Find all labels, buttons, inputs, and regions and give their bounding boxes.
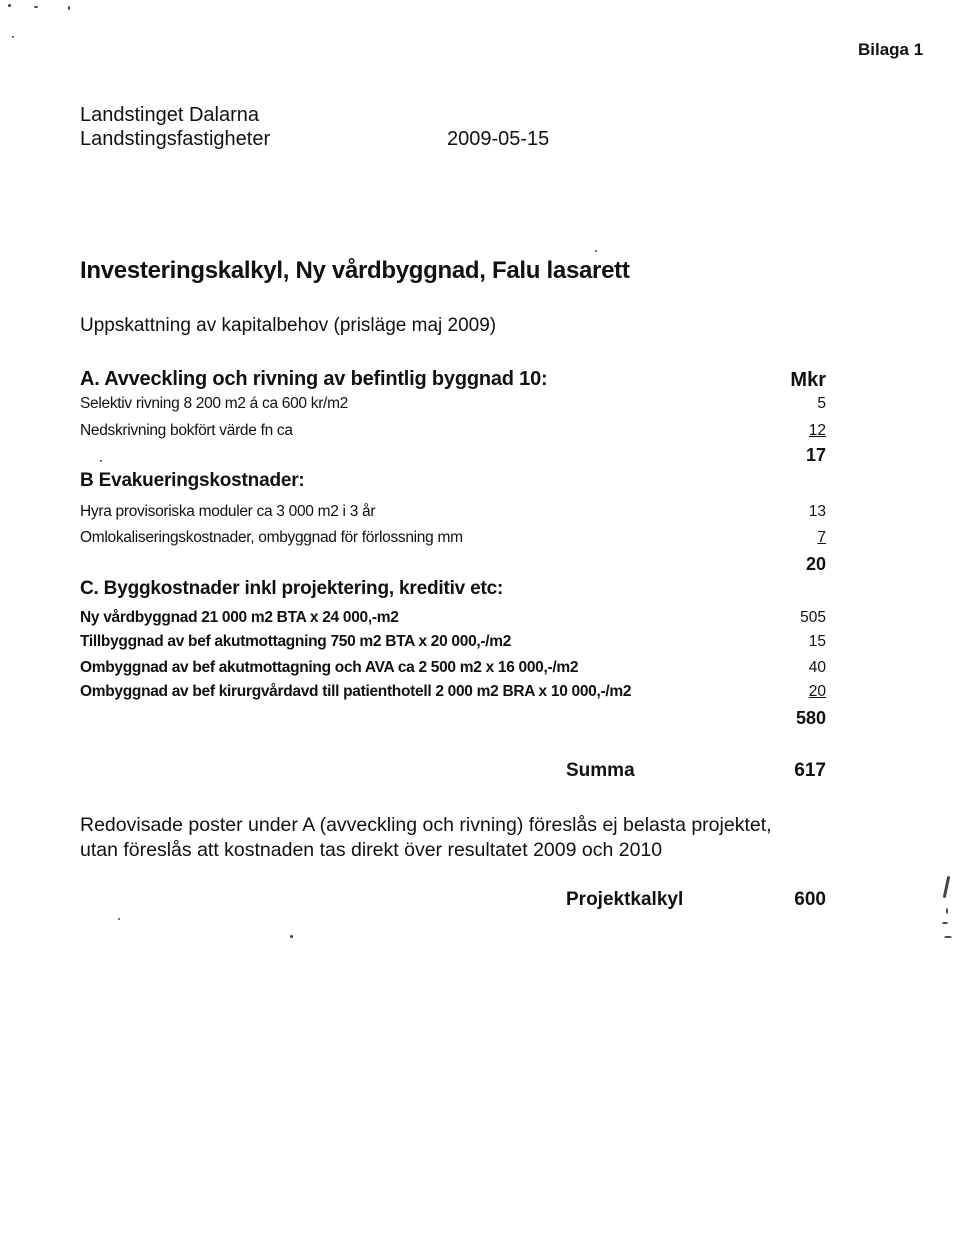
scan-speck: [944, 936, 952, 938]
section-a-item-value: 5: [817, 395, 826, 412]
scan-speck: [942, 922, 948, 924]
section-b-item-value: 7: [817, 529, 826, 546]
scan-speck: [595, 250, 597, 252]
scan-speck: [12, 36, 14, 38]
section-c-subtotal: 580: [795, 708, 826, 728]
section-c-item-label: Ombyggnad av bef kirurgvårdavd till patienthotell 2 000 m2 BRA x 10 000,-/m2: [80, 683, 632, 700]
scan-speck: [34, 6, 38, 8]
document-date: 2009-05-15: [447, 128, 550, 150]
section-a-subtotal: 17: [805, 445, 826, 465]
department-name: Landstingsfastigheter: [80, 128, 271, 150]
note-line-2: utan föreslås att kostnaden tas direkt över resultatet 2009 och 2010: [80, 839, 663, 861]
section-a-item-label: Nedskrivning bokfört värde fn ca: [80, 422, 293, 439]
section-c-item-label: Ny vårdbyggnad 21 000 m2 BTA x 24 000,-m2: [80, 609, 399, 626]
projektkalkyl-label: Projektkalkyl: [566, 889, 684, 910]
section-c-item-label: Ombyggnad av bef akutmottagning och AVA ca 2 500 m2 x 16 000,-/m2: [80, 659, 579, 676]
scan-speck: [946, 908, 948, 914]
section-b-subtotal: 20: [805, 554, 826, 574]
summa-value: 617: [794, 760, 826, 781]
section-c-item-value: 15: [808, 633, 826, 650]
section-b-heading: B Evakueringskostnader:: [80, 470, 305, 491]
note-line-1: Redovisade poster under A (avveckling och rivning) föreslås ej belasta projektet,: [80, 814, 772, 836]
document-title: Investeringskalkyl, Ny vårdbyggnad, Falu lasarett: [80, 257, 630, 284]
section-c-item-label: Tillbyggnad av bef akutmottagning 750 m2 BTA x 20 000,-/m2: [80, 633, 512, 650]
summa-label: Summa: [566, 760, 635, 781]
section-a-heading: A. Avveckling och rivning av befintlig byggnad 10:: [80, 368, 548, 390]
organization-name: Landstinget Dalarna: [80, 104, 260, 126]
scan-mark: [943, 876, 951, 898]
section-a-item-label: Selektiv rivning 8 200 m2 á ca 600 kr/m2: [80, 395, 348, 412]
section-b-item-label: Hyra provisoriska moduler ca 3 000 m2 i 3 år: [80, 503, 376, 520]
scan-speck: [8, 4, 11, 7]
section-c-item-value: 40: [808, 659, 826, 676]
section-c-heading: C. Byggkostnader inkl projektering, kreditiv etc:: [80, 578, 504, 599]
projektkalkyl-value: 600: [794, 889, 826, 910]
unit-header: Mkr: [790, 369, 826, 391]
appendix-label: Bilaga 1: [858, 40, 924, 59]
scan-speck: [100, 460, 102, 462]
scan-speck: [68, 6, 70, 10]
document-subtitle: Uppskattning av kapitalbehov (prisläge maj 2009): [80, 315, 497, 336]
scan-speck: [290, 935, 293, 938]
section-c-item-value: 505: [800, 609, 826, 626]
section-a-item-value: 12: [808, 422, 826, 439]
section-b-item-value: 13: [808, 503, 826, 520]
section-b-item-label: Omlokaliseringskostnader, ombyggnad för förlossning mm: [80, 529, 463, 546]
scan-speck: [118, 918, 120, 920]
section-c-item-value: 20: [808, 683, 826, 700]
